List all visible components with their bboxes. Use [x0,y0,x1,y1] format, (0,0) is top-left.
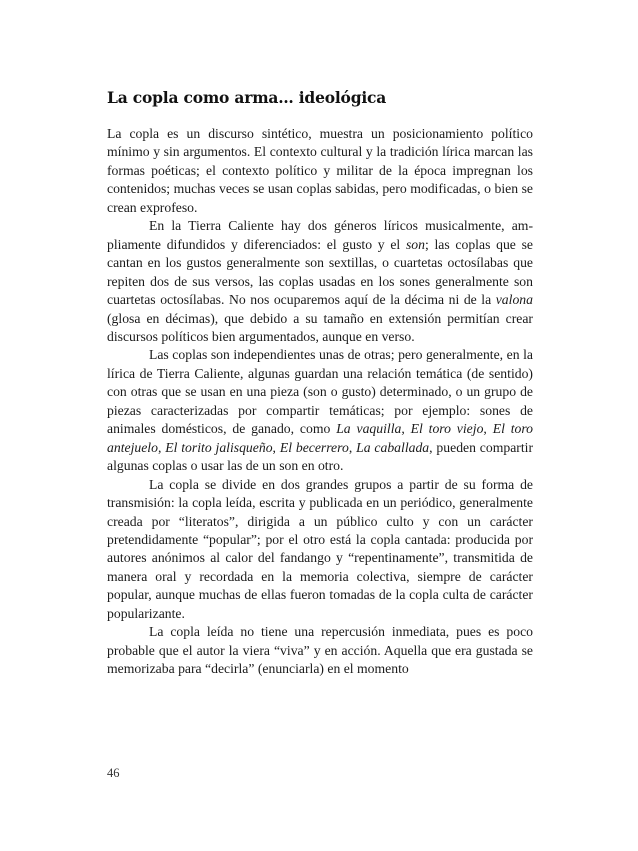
paragraph [107,476,533,624]
paragraph [107,217,533,346]
text-run: , [272,439,280,455]
text-run: , [348,439,357,455]
text-run: ; las coplas que se cantan en los gustos generalmente son sextillas, o cuartetas octosílabas que repiten dos de sus versos, las coplas usadas en los sones generalmente son cuartetas octosílabas. No nos ocuparemos aquí de la décima ni de la [107,236,534,308]
paragraph [107,623,533,678]
text-run: La copla se divide en dos grandes grupos a partir de su forma de transmisión: la copla leída, escrita y publicada en un periódico, generalmente creada por “literatos”, dirigida a un público culto y con un carácter pretendidamente “popular”; por el otro está la copla cantada: producida por autores anónimos al calor del fandango y “repentinamente”, transmitida de manera oral y recordada en la memoria colectiva, siempre de carácter popular, aunque muchas de ellas fueron tomadas de la copla culta de carácter popularizante. [107,476,533,621]
text-body [107,125,533,679]
italic-run: La caballada [356,439,430,455]
text-run: La copla leída no tiene una repercusión inmediata, pues es poco probable que el autor la viera “viva” y en acción. Aquella que era gustada se memorizaba para “decirla” (enunciarla) en el momento [107,624,533,677]
text-run: En la Tierra Caliente hay dos géneros líricos musicalmente, ampliamente difundidos y diferenciados: el gusto y el [107,218,533,252]
paragraph [107,125,533,217]
italic-run: El becerrero [279,439,349,455]
italic-run: valona [495,292,533,308]
italic-run: El torito jalisqueño [165,439,273,455]
text-run: , [401,421,411,437]
section-title: La copla como arma… ideológica [107,88,387,107]
italic-run: El toro viejo [410,421,484,437]
text-run: , [483,421,493,437]
italic-run: El toro antejuelo [107,421,534,455]
paragraph [107,346,533,475]
page-number: 46 [107,766,120,780]
text-run: (glosa en décimas), que debido a su tamaño en extensión permitían crear discursos políticos bien argumentados, aunque en verso. [107,310,533,344]
italic-run: La vaquilla [336,421,402,437]
text-run: , pueden compartir algunas coplas o usar las de un son en otro. [107,439,534,474]
text-run: , [157,439,166,455]
page-body [107,88,533,679]
italic-run: son [405,236,425,252]
text-run: Las coplas son independientes unas de otras; pero generalmente, en la lírica de Tierra Caliente, algunas guardan una relación temática (de sentido) con otras que se usan en una pieza (son o gusto) determinado, o un grupo de piezas caracterizadas por compartir temáticas; por ejemplo: sones de animales domésticos, de ganado, como [107,347,533,437]
text-run: La copla es un discurso sintético, muestra un posicionamiento político mínimo y sin argumentos. El contexto cultural y la tradición lírica marcan las formas poéticas; el contexto político y militar de la época impregnan los contenidos; muchas veces se usan coplas sabidas, pero modificadas, o bien se crean exprofeso. [107,126,533,215]
